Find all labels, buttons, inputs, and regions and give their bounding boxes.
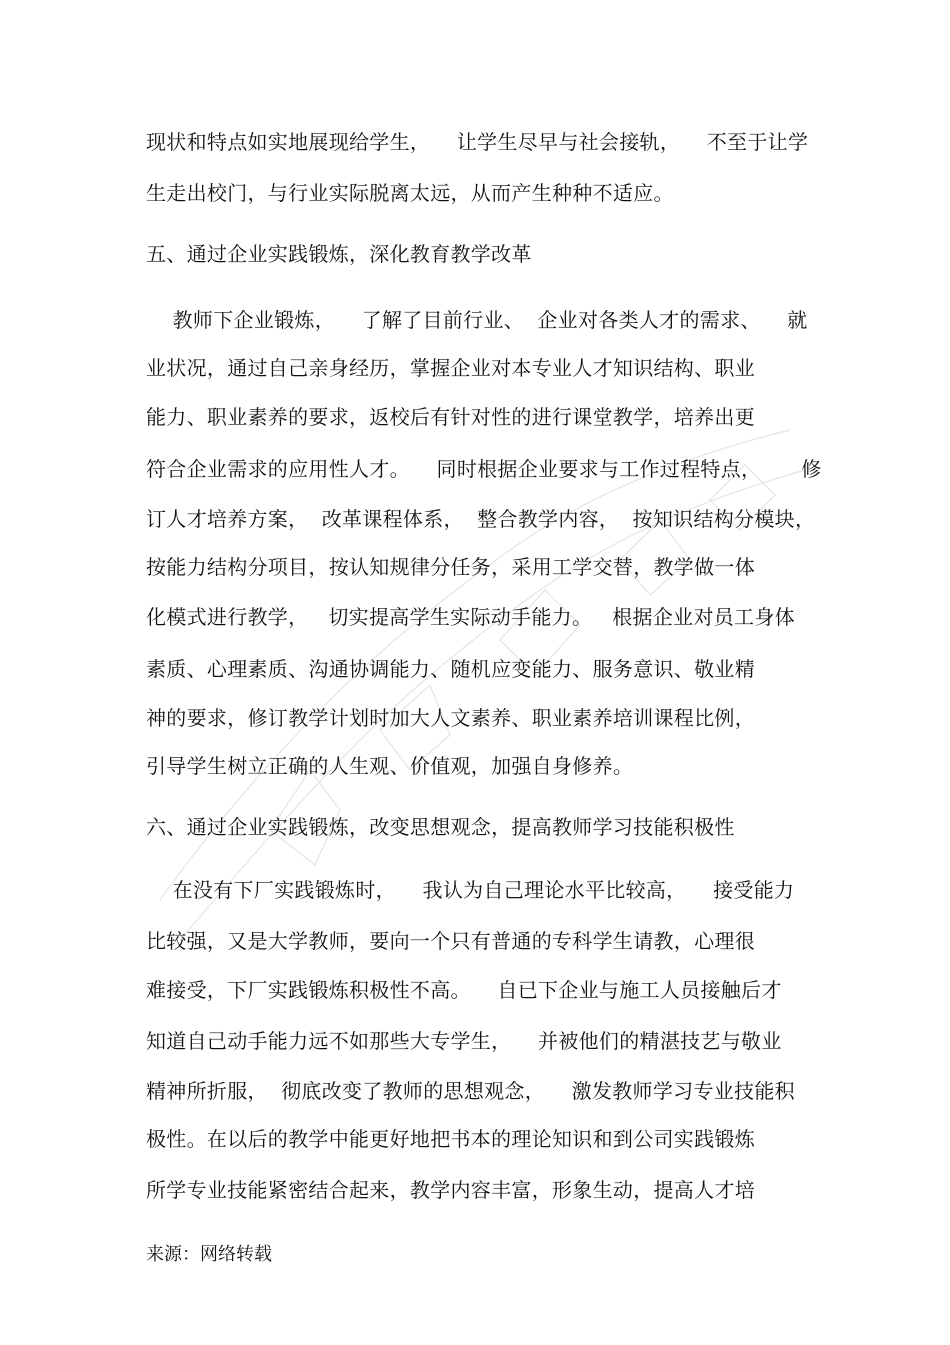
text-line-13: 引导学生树立正确的人生观、价值观，加强自身修养。	[146, 754, 634, 778]
text-line-16: 比较强，又是大学教师，要向一个只有普通的专科学生请教，心理很	[146, 929, 755, 953]
text-line-18: 知道自己动手能力远不如那些大专学生， 并被他们的精湛技艺与敬业	[146, 1029, 782, 1053]
text-line-1: 现状和特点如实地展现给学生， 让学生尽早与社会接轨， 不至于让学	[146, 130, 809, 154]
text-line-15: 在没有下厂实践锻炼时， 我认为自己理论水平比较高， 接受能力	[146, 878, 795, 902]
text-line-7: 符合企业需求的应用性人才。 同时根据企业要求与工作过程特点， 修	[146, 457, 822, 481]
section-heading-5: 五、通过企业实践锻炼，深化教育教学改革	[146, 242, 532, 266]
text-line-19: 精神所折服， 彻底改变了教师的思想观念， 激发教师学习专业技能积	[146, 1079, 795, 1103]
text-line-8: 订人才培养方案， 改革课程体系， 整合教学内容， 按知识结构分模块，	[146, 507, 816, 531]
text-line-11: 素质、心理素质、沟通协调能力、随机应变能力、服务意识、敬业精	[146, 657, 755, 681]
text-line-20: 极性。在以后的教学中能更好地把书本的理论知识和到公司实践锻炼	[146, 1127, 755, 1151]
text-line-9: 按能力结构分项目，按认知规律分任务，采用工学交替，教学做一体	[146, 555, 755, 579]
text-line-21: 所学专业技能紧密结合起来，教学内容丰富，形象生动，提高人才培	[146, 1178, 755, 1202]
text-line-6: 能力、职业素养的要求，返校后有针对性的进行课堂教学，培养出更	[146, 405, 755, 429]
text-line-12: 神的要求，修订教学计划时加大人文素养、职业素养培训课程比例，	[146, 706, 755, 730]
text-line-17: 难接受，下厂实践锻炼积极性不高。 自已下企业与施工人员接触后才	[146, 978, 782, 1002]
text-line-4: 教师下企业锻炼， 了解了目前行业、 企业对各类人才的需求、 就	[146, 308, 808, 332]
source-footer: 来源：网络转载	[146, 1244, 272, 1265]
text-line-10: 化模式进行教学， 切实提高学生实际动手能力。 根据企业对员工身体	[146, 605, 795, 629]
section-heading-6: 六、通过企业实践锻炼，改变思想观念，提高教师学习技能积极性	[146, 815, 735, 839]
text-line-5: 业状况，通过自己亲身经历，掌握企业对本专业人才知识结构、职业	[146, 356, 755, 380]
text-line-2: 生走出校门，与行业实际脱离太远，从而产生种种不适应。	[146, 181, 674, 205]
